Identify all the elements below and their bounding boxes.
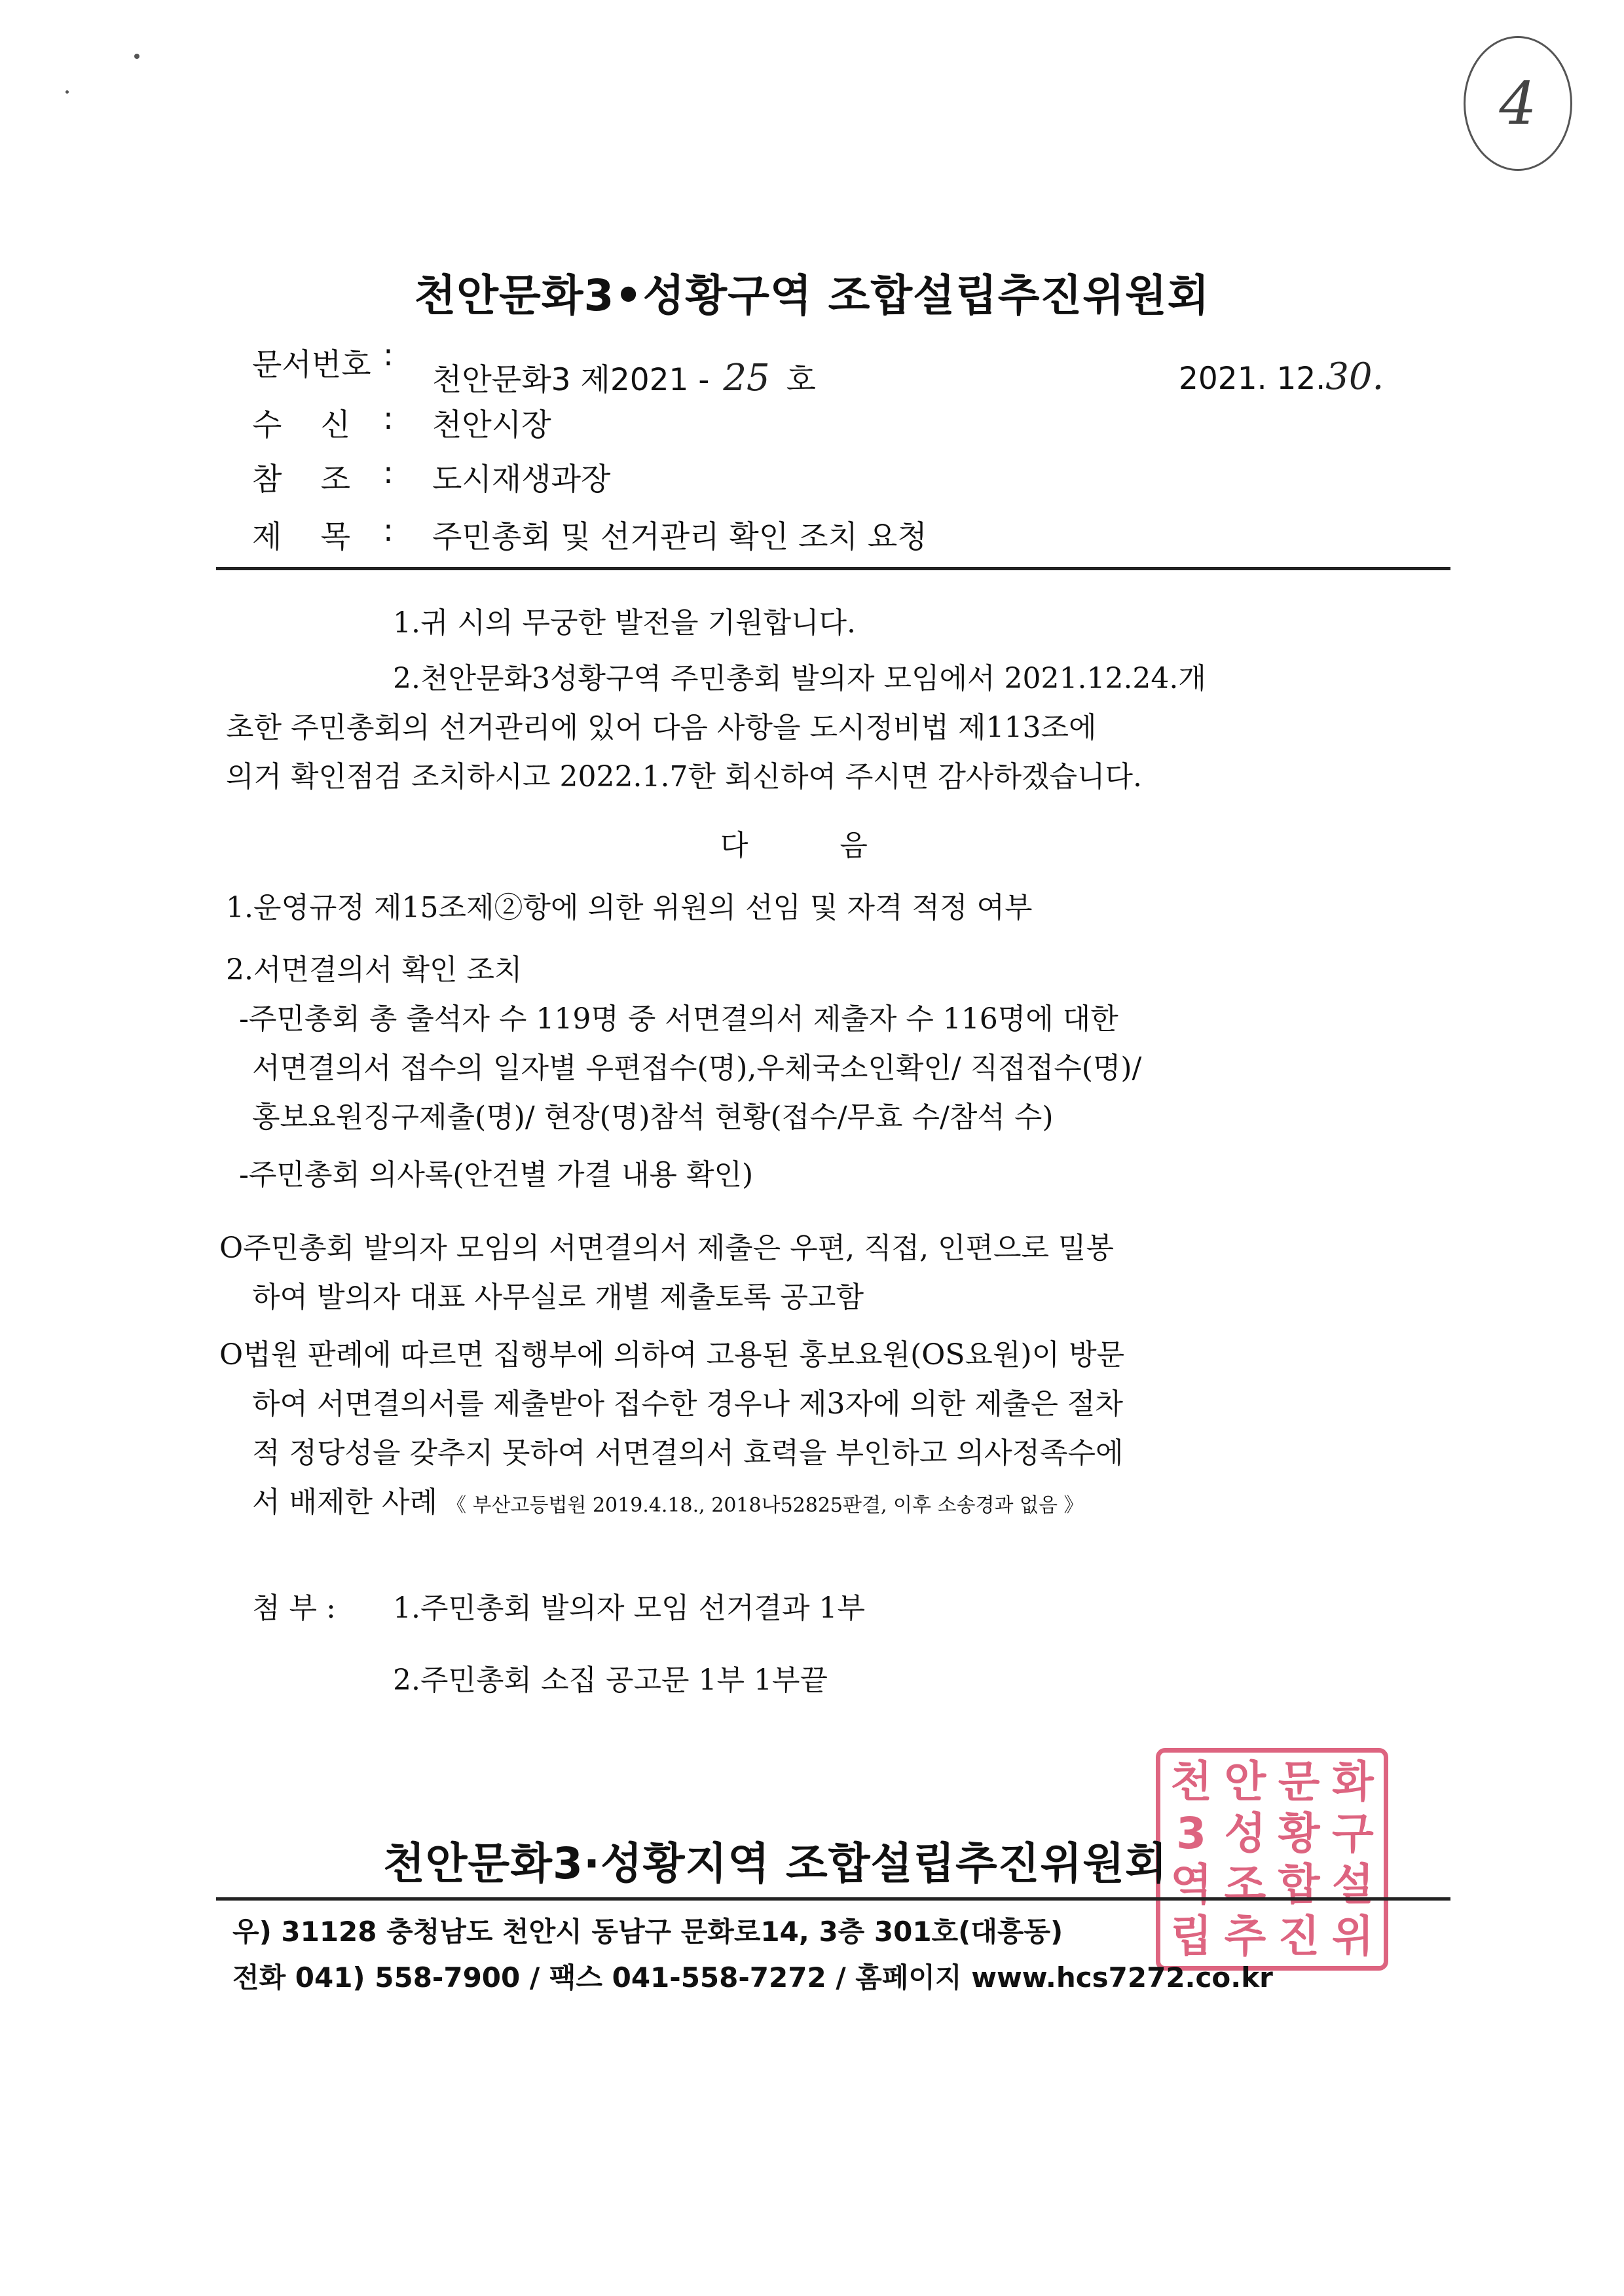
note-2-line-3: 적 정당성을 갖추지 못하여 서면결의서 효력을 부인하고 의사정족수에 <box>252 1436 1124 1470</box>
item-2-sub-1-line-2: 서면결의서 접수의 일자별 우편접수(명),우체국소인확인/ 직접접수(명)/ <box>252 1051 1142 1085</box>
seal-char: 3 <box>1176 1808 1207 1859</box>
handwritten-page-mark <box>1464 36 1572 171</box>
attachment-1: 1.주민총회 발의자 모임 선거결과 1부 <box>393 1592 865 1625</box>
footer-contact: 전화 041) 558-7900 / 팩스 041-558-7272 / 홈페이지 www.hcs7272.co.kr <box>232 1961 1273 1994</box>
subject-colon: : <box>383 513 394 549</box>
paragraph-1: 1.귀 시의 무궁한 발전을 기원합니다. <box>393 606 856 640</box>
doc-number-label <box>252 340 403 384</box>
item-2-sub-2: -주민총회 의사록(안건별 가결 내용 확인) <box>239 1158 754 1192</box>
reference-label-1: 참 <box>252 462 282 498</box>
doc-number-suffix: 호 <box>786 362 816 398</box>
seal-char: 성 <box>1224 1808 1266 1859</box>
seal-char: 추 <box>1224 1910 1266 1961</box>
document-date <box>1179 355 1384 398</box>
recipient-label-1: 수 <box>252 407 282 443</box>
item-2-sub-1-line-3: 홍보요원징구제출(명)/ 현장(명)참석 현황(접수/무효 수/참석 수) <box>252 1101 1054 1134</box>
date-printed: 2021. 12. <box>1179 361 1326 397</box>
seal-char: 안 <box>1224 1757 1266 1808</box>
recipient-label <box>252 401 350 445</box>
note-2-line-4 <box>252 1478 1083 1520</box>
seal-char: 천 <box>1170 1757 1212 1808</box>
seal-char: 황 <box>1278 1808 1320 1859</box>
seal-char: 화 <box>1331 1757 1374 1808</box>
footer-org-name: 천안문화3·성황지역 조합설립추진위원회 <box>383 1838 1168 1889</box>
document-header-title: 천안문화3•성황구역 조합설립추진위원회 <box>414 270 1210 321</box>
footer-address: 우) 31128 충청남도 천안시 동남구 문화로14, 3층 301호(대흥동) <box>232 1916 1063 1948</box>
seal-char: 합 <box>1278 1859 1320 1910</box>
reference-colon: : <box>383 455 394 491</box>
official-seal <box>1156 1748 1388 1971</box>
doc-number-value <box>432 355 816 399</box>
attachment-2: 2.주민총회 소집 공고문 1부 1부끝 <box>393 1664 828 1697</box>
scan-speck <box>134 54 139 59</box>
item-2: 2.서면결의서 확인 조치 <box>226 953 523 987</box>
doc-number-label-text: 문서번호 <box>252 347 371 383</box>
subject-label-1: 제 <box>252 519 282 555</box>
item-2-sub-1-line-1: -주민총회 총 출석자 수 119명 중 서면결의서 제출자 수 116명에 대한 <box>239 1002 1118 1036</box>
seal-char: 조 <box>1224 1859 1266 1910</box>
footer-divider <box>216 1897 1450 1901</box>
recipient-label-2: 신 <box>320 407 350 443</box>
subject-label-2: 목 <box>320 519 350 555</box>
reference-label-2: 조 <box>320 462 350 498</box>
attachment-label: 첨 부 : <box>252 1592 336 1625</box>
note-1-line-2: 하여 발의자 대표 사무실로 개별 제출토록 공고함 <box>252 1281 864 1314</box>
seal-char: 문 <box>1278 1757 1320 1808</box>
reference-label <box>252 455 350 499</box>
note-2-line-1: O법원 판례에 따르면 집행부에 의하여 고용된 홍보요원(OS요원)이 방문 <box>219 1338 1125 1372</box>
item-1: 1.운영규정 제15조제②항에 의한 위원의 선임 및 자격 적정 여부 <box>226 891 1033 924</box>
paragraph-2-line-1: 2.천안문화3성황구역 주민총회 발의자 모임에서 2021.12.24.개 <box>393 662 1206 695</box>
case-citation: 《 부산고등법원 2019.4.18., 2018나52825판결, 이후 소송경과 없음 》 <box>447 1494 1084 1517</box>
note-2-line-4-main: 서 배제한 사례 <box>252 1485 437 1519</box>
seal-char: 설 <box>1331 1859 1374 1910</box>
subject-label <box>252 513 350 556</box>
seal-char: 위 <box>1331 1910 1374 1961</box>
section-heading: 다 음 <box>720 829 868 862</box>
recipient-value: 천안시장 <box>432 407 551 443</box>
doc-number-handwritten: 25 <box>723 357 770 399</box>
paragraph-2-line-3: 의거 확인점검 조치하시고 2022.1.7한 회신하여 주시면 감사하겠습니다. <box>226 760 1142 793</box>
header-divider <box>216 567 1450 570</box>
reference-value: 도시재생과장 <box>432 462 611 498</box>
seal-char: 립 <box>1170 1910 1212 1961</box>
note-1-line-1: O주민총회 발의자 모임의 서면결의서 제출은 우편, 직접, 인편으로 밀봉 <box>219 1231 1115 1265</box>
doc-number-colon: : <box>383 337 394 373</box>
recipient-colon: : <box>383 401 394 437</box>
page-mark-text: 4 <box>1499 69 1537 138</box>
date-handwritten: 30. <box>1325 355 1384 398</box>
subject-value: 주민총회 및 선거관리 확인 조치 요청 <box>432 519 927 555</box>
seal-char: 역 <box>1170 1859 1212 1910</box>
seal-char: 진 <box>1278 1910 1320 1961</box>
note-2-line-2: 하여 서면결의서를 제출받아 접수한 경우나 제3자에 의한 제출은 절차 <box>252 1387 1123 1421</box>
doc-number-prefix: 천안문화3 제2021 - <box>432 362 710 398</box>
seal-char: 구 <box>1331 1808 1374 1859</box>
scan-speck <box>65 90 69 94</box>
paragraph-2-line-2: 초한 주민총회의 선거관리에 있어 다음 사항을 도시정비법 제113조에 <box>226 711 1097 744</box>
